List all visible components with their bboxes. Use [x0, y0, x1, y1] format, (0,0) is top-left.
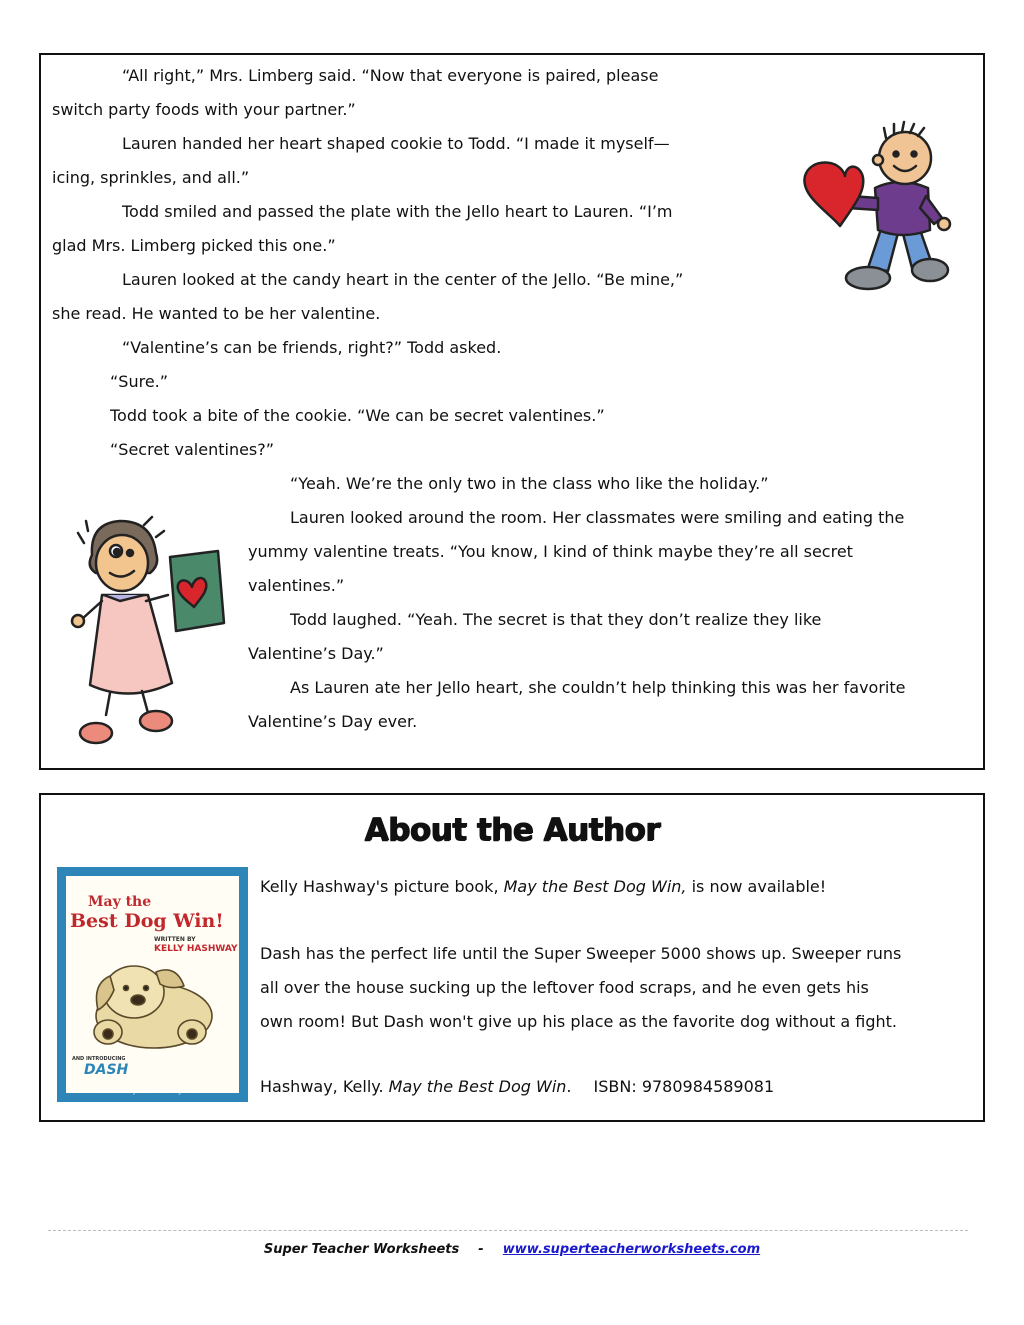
- about-text: Kelly Hashway's picture book,: [260, 877, 504, 896]
- story-line: “Secret valentines?”: [110, 440, 275, 459]
- story-line: yummy valentine treats. “You know, I kind of think maybe they’re all secret: [248, 542, 853, 561]
- book-citation: [260, 1077, 774, 1097]
- story-line: “All right,” Mrs. Limberg said. “Now that everyone is paired, please: [122, 66, 659, 85]
- story-line: she read. He wanted to be her valentine.: [52, 304, 381, 323]
- footer-brand: Super Teacher Worksheets: [263, 1242, 460, 1257]
- about-description-line: Dash has the perfect life until the Super Sweeper 5000 shows up. Sweeper runs: [260, 944, 902, 963]
- cover-title-line1: May the: [88, 894, 152, 910]
- footer: [0, 1242, 1024, 1257]
- story-line: glad Mrs. Limberg picked this one.”: [52, 236, 336, 255]
- story-line: “Sure.”: [110, 372, 169, 391]
- cover-dash: DASH: [84, 1062, 129, 1078]
- book-cover-image: [57, 867, 248, 1102]
- girl-with-card-illustration: [60, 515, 240, 750]
- isbn: ISBN: 9780984589081: [593, 1077, 775, 1096]
- story-line: “Yeah. We’re the only two in the class who like the holiday.”: [290, 474, 769, 493]
- cover-illustrator: Illustrated by Valerie Bouthyette: [97, 1088, 195, 1095]
- footer-website-link[interactable]: www.superteacherworksheets.com: [502, 1242, 761, 1257]
- story-line: icing, sprinkles, and all.”: [52, 168, 250, 187]
- book-cover-page: [66, 876, 239, 1093]
- citation-punct: .: [566, 1077, 572, 1096]
- cover-author: KELLY HASHWAY: [154, 944, 238, 954]
- dog-illustration: [74, 954, 234, 1054]
- story-line: As Lauren ate her Jello heart, she couldn’t help thinking this was her favorite: [290, 678, 906, 697]
- citation-title: May the Best Dog Win: [388, 1077, 567, 1096]
- story-line: Lauren handed her heart shaped cookie to Todd. “I made it myself—: [122, 134, 670, 153]
- story-line: Valentine’s Day ever.: [248, 712, 418, 731]
- footer-separator: -: [478, 1242, 484, 1257]
- story-line: Valentine’s Day.”: [248, 644, 384, 663]
- book-title: May the Best Dog Win,: [503, 877, 687, 896]
- about-text: is now available!: [686, 877, 827, 896]
- about-description-line: own room! But Dash won't give up his place as the favorite dog without a fight.: [260, 1012, 897, 1031]
- citation-author: Hashway, Kelly.: [260, 1077, 389, 1096]
- cover-title-line2: Best Dog Win!: [70, 910, 224, 932]
- story-line: valentines.”: [248, 576, 345, 595]
- story-line: Todd smiled and passed the plate with the Jello heart to Lauren. “I’m: [122, 202, 673, 221]
- story-line: Lauren looked at the candy heart in the center of the Jello. “Be mine,”: [122, 270, 684, 289]
- footer-divider: [48, 1230, 968, 1231]
- story-line: Lauren looked around the room. Her classmates were smiling and eating the: [290, 508, 905, 527]
- boy-with-heart-illustration: [790, 118, 955, 298]
- cover-written-by: WRITTEN BY: [154, 936, 196, 943]
- about-description-line: all over the house sucking up the leftover food scraps, and he even gets his: [260, 978, 869, 997]
- about-author-heading: About the Author: [364, 812, 660, 848]
- story-line: switch party foods with your partner.”: [52, 100, 356, 119]
- story-line: “Valentine’s can be friends, right?” Todd asked.: [122, 338, 502, 357]
- story-line: Todd took a bite of the cookie. “We can be secret valentines.”: [110, 406, 605, 425]
- about-availability-line: [260, 877, 826, 897]
- story-line: Todd laughed. “Yeah. The secret is that they don’t realize they like: [290, 610, 822, 629]
- cover-introducing: AND INTRODUCING: [72, 1056, 126, 1062]
